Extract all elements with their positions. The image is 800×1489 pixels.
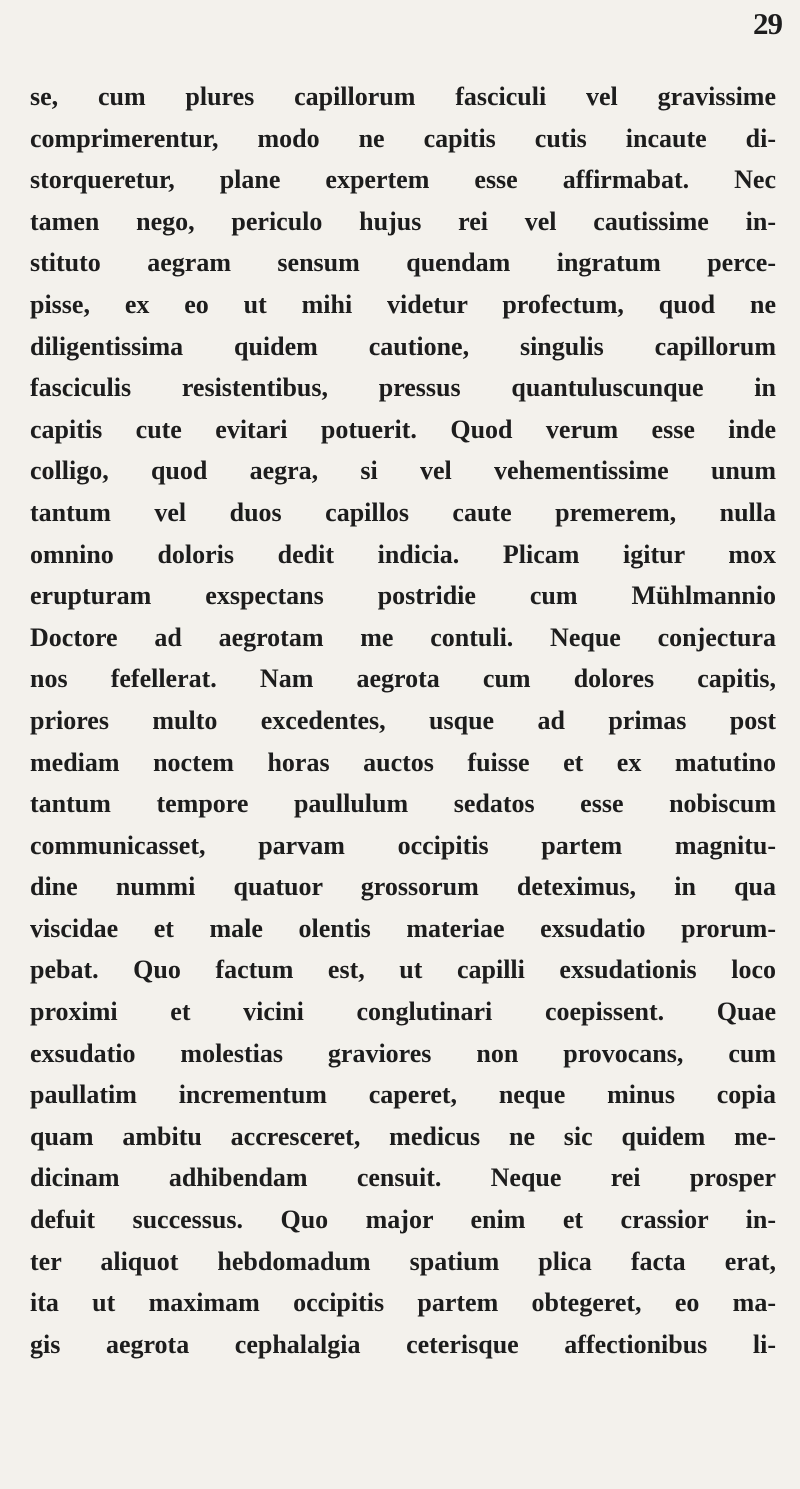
- text-line: paullatim incrementum caperet, neque minus copia: [30, 1080, 776, 1110]
- text-line: stituto aegram sensum quendam ingratum perce-: [30, 248, 776, 278]
- text-line: capitis cute evitari potuerit. Quod verum esse inde: [30, 414, 776, 444]
- text-line: colligo, quod aegra, si vel vehementissime unum: [30, 456, 776, 486]
- text-line: priores multo excedentes, usque ad primas post: [30, 705, 776, 735]
- text-line: erupturam exspectans postridie cum Mühlmannio: [30, 581, 776, 611]
- text-line: fasciculis resistentibus, pressus quantuluscunque in: [30, 373, 776, 403]
- text-line: comprimerentur, modo ne capitis cutis incaute di-: [30, 123, 776, 153]
- text-line: pisse, ex eo ut mihi videtur profectum, quod ne: [30, 289, 776, 319]
- text-line: se, cum plures capillorum fasciculi vel gravissime: [30, 82, 776, 111]
- text-line: storqueretur, plane expertem esse affirmabat. Nec: [30, 165, 776, 195]
- text-line: viscidae et male olentis materiae exsudatio prorum-: [30, 913, 776, 943]
- body-text: [30, 76, 776, 1365]
- text-line: pebat. Quo factum est, ut capilli exsudationis loco: [30, 955, 776, 985]
- text-line: dicinam adhibendam censuit. Neque rei prosper: [30, 1163, 776, 1193]
- text-line: exsudatio molestias graviores non provocans, cum: [30, 1038, 776, 1068]
- text-line: gis aegrota cephalalgia ceterisque affectionibus li-: [30, 1329, 776, 1359]
- text-line: tantum tempore paullulum sedatos esse nobiscum: [30, 789, 776, 819]
- text-line: ter aliquot hebdomadum spatium plica facta erat,: [30, 1246, 776, 1276]
- text-line: tantum vel duos capillos caute premerem, nulla: [30, 497, 776, 527]
- text-line: proximi et vicini conglutinari coepissent. Quae: [30, 997, 776, 1027]
- text-line: ita ut maximam occipitis partem obtegeret, eo ma-: [30, 1288, 776, 1318]
- text-line: omnino doloris dedit indicia. Plicam igitur mox: [30, 539, 776, 569]
- text-line: quam ambitu accresceret, medicus ne sic quidem me-: [30, 1121, 776, 1151]
- text-line: mediam noctem horas auctos fuisse et ex matutino: [30, 747, 776, 777]
- page-number: 29: [753, 6, 782, 41]
- text-line: communicasset, parvam occipitis partem magnitu-: [30, 830, 776, 860]
- text-line: dine nummi quatuor grossorum deteximus, in qua: [30, 872, 776, 902]
- text-line: diligentissima quidem cautione, singulis capillorum: [30, 331, 776, 361]
- text-line: nos fefellerat. Nam aegrota cum dolores capitis,: [30, 664, 776, 694]
- text-line: tamen nego, periculo hujus rei vel cautissime in-: [30, 206, 776, 236]
- text-line: defuit successus. Quo major enim et crassior in-: [30, 1205, 776, 1235]
- text-line: Doctore ad aegrotam me contuli. Neque conjectura: [30, 622, 776, 652]
